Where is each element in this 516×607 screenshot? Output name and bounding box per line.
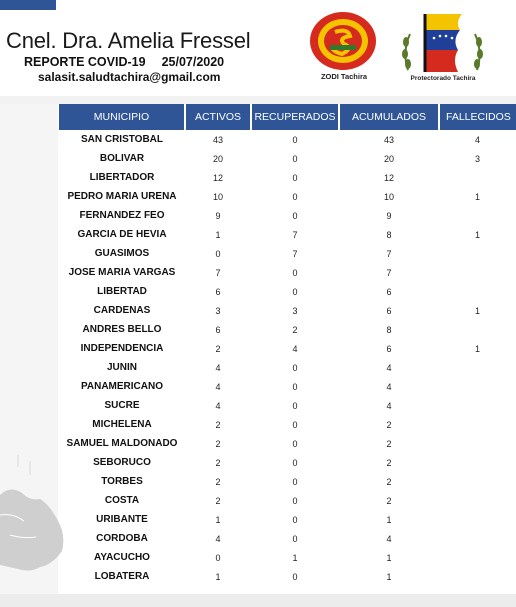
cell-acumulados: 4 [386, 400, 392, 411]
table-row [59, 130, 516, 149]
cell-municipio: LOBATERA [94, 571, 150, 582]
cell-activos: 9 [215, 210, 221, 221]
cell-acumulados: 1 [386, 552, 392, 563]
cell-acumulados: 7 [386, 267, 392, 278]
cell-recuperados: 2 [292, 324, 298, 335]
cell-fallecidos [439, 415, 516, 434]
cell-acumulados: 2 [386, 438, 392, 449]
contact-email: salasit.saludtachira@gmail.com [38, 70, 221, 84]
table-row [59, 301, 516, 320]
cell-activos: 7 [215, 267, 221, 278]
cell-fallecidos [439, 206, 516, 225]
table-row [59, 187, 516, 206]
logo1-caption: ZODI Tachira [320, 72, 368, 81]
cell-fallecidos [439, 244, 516, 263]
cell-fallecidos [439, 168, 516, 187]
cell-fallecidos [439, 529, 516, 548]
table-row [59, 548, 516, 567]
cell-activos: 2 [215, 419, 221, 430]
cell-municipio: PEDRO MARIA URENA [67, 191, 177, 202]
cell-municipio: LIBERTAD [97, 286, 147, 297]
cell-activos: 3 [215, 305, 221, 316]
cell-acumulados: 6 [386, 286, 392, 297]
cell-activos: 0 [215, 552, 221, 563]
cell-acumulados: 2 [386, 419, 392, 430]
cell-municipio: PANAMERICANO [80, 381, 164, 392]
cell-acumulados: 4 [386, 381, 392, 392]
header-divider-band [0, 96, 516, 104]
cell-fallecidos: 1 [474, 191, 480, 202]
table-row [59, 244, 516, 263]
cell-recuperados: 0 [292, 419, 298, 430]
table-row [59, 396, 516, 415]
cell-fallecidos [439, 377, 516, 396]
cell-activos: 4 [215, 381, 221, 392]
cell-activos: 6 [215, 324, 221, 335]
cell-fallecidos: 1 [474, 229, 480, 240]
column-header-fallecidos: FALLECIDOS [439, 104, 516, 130]
cell-acumulados: 4 [386, 362, 392, 373]
cell-activos: 12 [212, 172, 223, 183]
cell-acumulados: 20 [383, 153, 394, 164]
table-row [59, 339, 516, 358]
cell-activos: 2 [215, 495, 221, 506]
cell-recuperados: 0 [292, 153, 298, 164]
table-row [59, 510, 516, 529]
cell-activos: 4 [215, 400, 221, 411]
cell-fallecidos [439, 567, 516, 586]
column-header-activos: ACTIVOS [185, 104, 251, 130]
cell-fallecidos [439, 358, 516, 377]
cell-recuperados: 0 [292, 172, 298, 183]
cell-recuperados: 1 [292, 552, 298, 563]
column-header-acumulados: ACUMULADOS [339, 104, 439, 130]
table-row [59, 263, 516, 282]
cell-recuperados: 0 [292, 210, 298, 221]
cell-fallecidos [439, 320, 516, 339]
table-row [59, 415, 516, 434]
cell-municipio: GARCIA DE HEVIA [77, 229, 167, 240]
cell-recuperados: 0 [292, 267, 298, 278]
cell-acumulados: 10 [383, 191, 394, 202]
table-row [59, 377, 516, 396]
table-row [59, 225, 516, 244]
cell-fallecidos [439, 548, 516, 567]
cell-recuperados: 7 [292, 229, 298, 240]
table-row [59, 529, 516, 548]
logo2-caption: Protectorado Tachira [410, 75, 476, 82]
cell-recuperados: 0 [292, 533, 298, 544]
zodi-tachira-logo [308, 10, 378, 72]
cell-fallecidos [439, 282, 516, 301]
table-row [59, 168, 516, 187]
table-row [59, 149, 516, 168]
table-row [59, 206, 516, 225]
cell-acumulados: 2 [386, 457, 392, 468]
cell-acumulados: 1 [386, 571, 392, 582]
cell-acumulados: 9 [386, 210, 392, 221]
protectorado-tachira-logo [400, 12, 485, 78]
cell-activos: 6 [215, 286, 221, 297]
cell-municipio: FERNANDEZ FEO [79, 210, 165, 221]
cell-activos: 20 [212, 153, 223, 164]
top-accent-bar [0, 0, 56, 10]
cell-municipio: COSTA [104, 495, 140, 506]
cell-recuperados: 0 [292, 571, 298, 582]
column-header-recuperados: RECUPERADOS [251, 104, 339, 130]
cell-fallecidos [439, 396, 516, 415]
cell-municipio: MICHELENA [92, 419, 152, 430]
cell-fallecidos [439, 472, 516, 491]
cell-municipio: SUCRE [104, 400, 140, 411]
cell-recuperados: 0 [292, 457, 298, 468]
cell-acumulados: 4 [386, 533, 392, 544]
cell-acumulados: 43 [383, 134, 394, 145]
cell-recuperados: 0 [292, 438, 298, 449]
report-title: Cnel. Dra. Amelia Fressel [6, 28, 251, 53]
cell-municipio: AYACUCHO [94, 552, 150, 563]
cell-activos: 4 [215, 533, 221, 544]
cell-recuperados: 0 [292, 134, 298, 145]
cell-recuperados: 0 [292, 514, 298, 525]
cell-municipio: SEBORUCO [93, 457, 151, 468]
report-date: 25/07/2020 [161, 55, 225, 69]
cell-recuperados: 0 [292, 286, 298, 297]
cell-municipio: JUNIN [106, 362, 137, 373]
table-row [59, 491, 516, 510]
cell-acumulados: 8 [386, 229, 392, 240]
cell-recuperados: 4 [292, 343, 298, 354]
cell-fallecidos: 1 [474, 343, 480, 354]
cell-fallecidos: 4 [474, 134, 480, 145]
cell-activos: 1 [215, 514, 221, 525]
cell-activos: 2 [215, 438, 221, 449]
cell-recuperados: 7 [292, 248, 298, 259]
cell-fallecidos [439, 510, 516, 529]
cell-acumulados: 6 [386, 305, 392, 316]
table-row [59, 472, 516, 491]
cell-activos: 2 [215, 457, 221, 468]
cell-municipio: ANDRES BELLO [82, 324, 162, 335]
cell-municipio: URIBANTE [96, 514, 148, 525]
cell-acumulados: 1 [386, 514, 392, 525]
covid-cases-table [59, 104, 516, 586]
table-row [59, 320, 516, 339]
cell-municipio: INDEPENDENCIA [80, 343, 164, 354]
table-row [59, 358, 516, 377]
cell-municipio: BOLIVAR [99, 153, 145, 164]
bottom-strip [0, 594, 516, 607]
cell-municipio: TORBES [101, 476, 143, 487]
cell-acumulados: 2 [386, 495, 392, 506]
cell-activos: 2 [215, 476, 221, 487]
cell-fallecidos: 1 [474, 305, 480, 316]
cell-recuperados: 0 [292, 381, 298, 392]
cell-acumulados: 2 [386, 476, 392, 487]
cell-municipio: GUASIMOS [94, 248, 150, 259]
table-row [59, 282, 516, 301]
report-label: REPORTE COVID-19 [24, 55, 146, 69]
report-subtitle [24, 55, 224, 69]
cell-acumulados: 8 [386, 324, 392, 335]
table-header-row [59, 104, 516, 130]
cell-activos: 4 [215, 362, 221, 373]
cell-municipio: SAN CRISTOBAL [80, 134, 164, 145]
table-row [59, 434, 516, 453]
column-header-municipio: MUNICIPIO [59, 104, 185, 130]
cell-recuperados: 3 [292, 305, 298, 316]
cell-recuperados: 0 [292, 400, 298, 411]
table-row [59, 453, 516, 472]
cell-fallecidos [439, 434, 516, 453]
cell-activos: 2 [215, 343, 221, 354]
cell-municipio: SAMUEL MALDONADO [66, 438, 178, 449]
cell-fallecidos [439, 453, 516, 472]
cell-recuperados: 0 [292, 362, 298, 373]
cell-activos: 43 [212, 134, 223, 145]
cell-acumulados: 6 [386, 343, 392, 354]
cell-activos: 1 [215, 571, 221, 582]
cell-recuperados: 0 [292, 191, 298, 202]
cell-activos: 10 [212, 191, 223, 202]
cell-fallecidos: 3 [474, 153, 480, 164]
cell-fallecidos [439, 491, 516, 510]
cell-recuperados: 0 [292, 476, 298, 487]
cell-acumulados: 7 [386, 248, 392, 259]
cell-municipio: CORDOBA [96, 533, 148, 544]
cell-activos: 1 [215, 229, 221, 240]
cell-municipio: CARDENAS [93, 305, 151, 316]
cell-fallecidos [439, 263, 516, 282]
cell-municipio: JOSE MARIA VARGAS [68, 267, 176, 278]
cell-activos: 0 [215, 248, 221, 259]
table-row [59, 567, 516, 586]
cell-municipio: LIBERTADOR [89, 172, 155, 183]
cell-recuperados: 0 [292, 495, 298, 506]
cell-acumulados: 12 [383, 172, 394, 183]
